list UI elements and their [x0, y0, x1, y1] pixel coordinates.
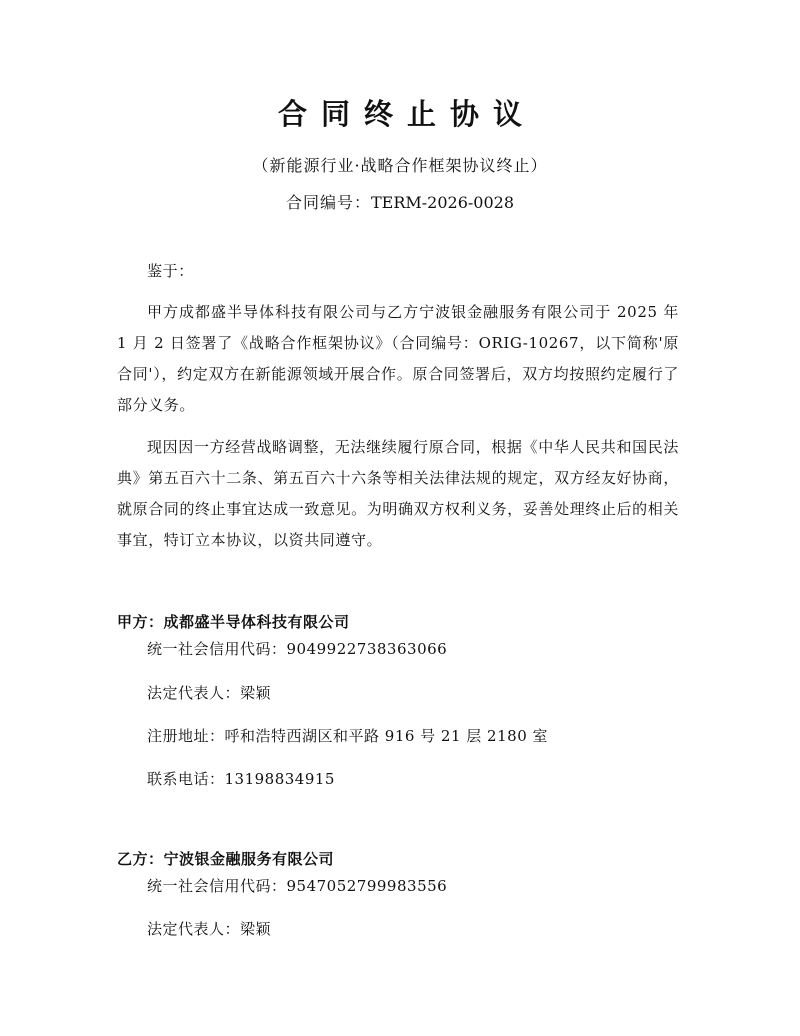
- whereas-heading: 鉴于：: [147, 262, 194, 280]
- document-title: 合同终止协议: [277, 97, 536, 131]
- document-subtitle: （新能源行业·战略合作框架协议终止）: [252, 156, 548, 175]
- contract-number-label: 合同编号：: [285, 193, 371, 212]
- party-b-heading: 乙方：宁波银金融服务有限公司: [117, 850, 335, 868]
- party-a-heading: 甲方：成都盛半导体科技有限公司: [117, 613, 350, 631]
- party-b-credit-code: 统一社会信用代码：9547052799983556: [147, 877, 448, 895]
- party-a-address: 注册地址：呼和浩特西湖区和平路 916 号 21 层 2180 室: [147, 727, 549, 745]
- party-a-phone: 联系电话：13198834915: [147, 770, 335, 788]
- recital-paragraph-1: 甲方成都盛半导体科技有限公司与乙方宁波银金融服务有限公司于 2025 年 1 月 2 日签署了《战略合作框架协议》（合同编号：ORIG-10267，以下简称'原合同'），约定双方在新能源领域开展合作。原合同签署后，双方均按照约定履行了部分义务。: [117, 303, 679, 414]
- contract-number-line: [0, 190, 800, 213]
- party-a-credit-code: 统一社会信用代码：9049922738363066: [147, 640, 448, 658]
- contract-number-value: TERM-2026-0028: [370, 193, 515, 212]
- party-b-representative: 法定代表人：梁颖: [147, 920, 272, 938]
- recital-paragraph-2: 现因因一方经营战略调整，无法继续履行原合同，根据《中华人民共和国民法典》第五百六十二条、第五百六十六条等相关法律法规的规定，双方经友好协商，就原合同的终止事宜达成一致意见。为明确双方权利义务，妥善处理终止后的相关事宜，特订立本协议，以资共同遵守。: [117, 438, 679, 549]
- party-a-representative: 法定代表人：梁颖: [147, 684, 272, 702]
